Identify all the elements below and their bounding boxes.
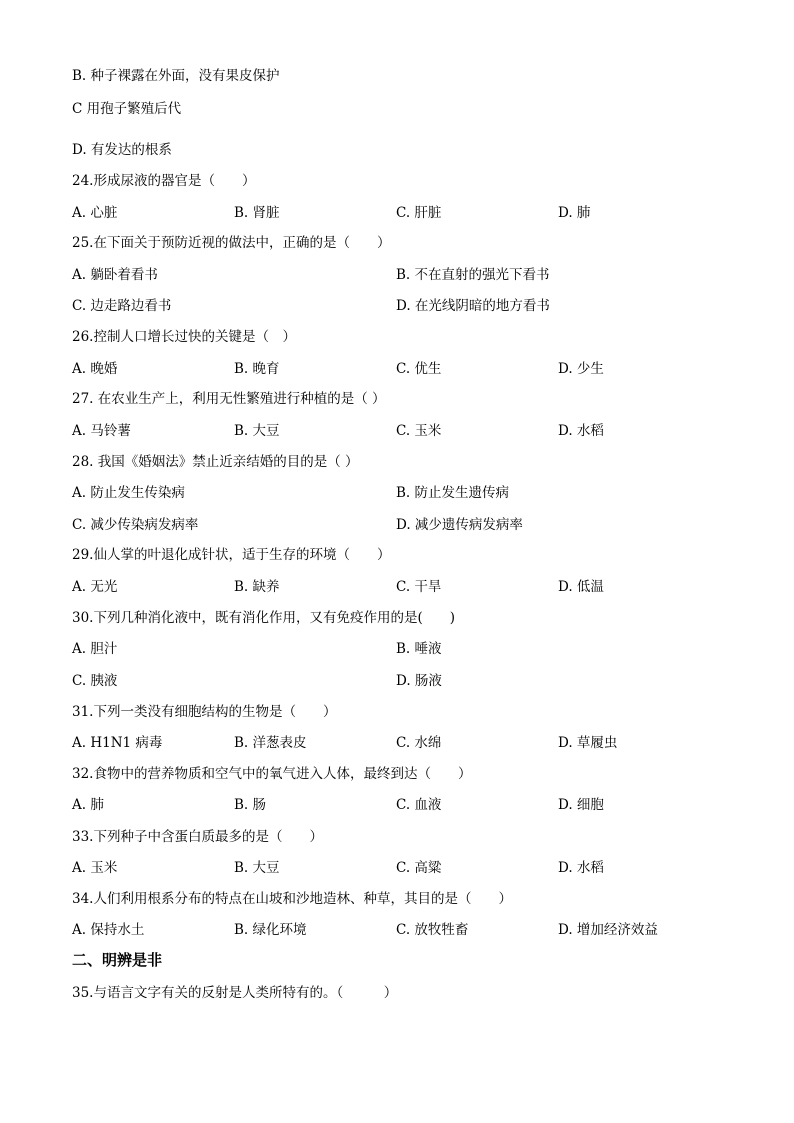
question-27-option-c: C. 玉米 xyxy=(396,423,442,439)
question-29-stem: 29.仙人掌的叶退化成针状，适于生存的环境（ ） xyxy=(72,547,391,563)
question-34-option-b: B. 绿化环境 xyxy=(234,922,307,938)
question-33-option-a: A. 玉米 xyxy=(72,860,118,876)
question-31-option-c: C. 水绵 xyxy=(396,735,442,751)
question-26-stem: 26.控制人口增长过快的关键是（ ） xyxy=(72,329,296,345)
question-24-option-c: C. 肝脏 xyxy=(396,205,442,221)
question-32-option-c: C. 血液 xyxy=(396,797,442,813)
question-32-option-a: A. 肺 xyxy=(72,797,104,813)
question-24-stem: 24.形成尿液的器官是（ ） xyxy=(72,173,256,189)
question-27-stem: 27. 在农业生产上，利用无性繁殖进行种植的是（ ） xyxy=(72,391,386,407)
question-25-stem: 25.在下面关于预防近视的做法中，正确的是（ ） xyxy=(72,235,391,251)
question-29-option-a: A. 无光 xyxy=(72,579,118,595)
question-31-option-a: A. H1N1 病毒 xyxy=(72,735,163,751)
question-25-option-c: C. 边走路边看书 xyxy=(72,298,172,314)
question-31-option-d: D. 草履虫 xyxy=(558,735,618,751)
question-33-option-c: C. 高粱 xyxy=(396,860,442,876)
question-33-stem: 33.下列种子中含蛋白质最多的是（ ） xyxy=(72,829,323,845)
question-32-stem: 32.食物中的营养物质和空气中的氧气进入人体，最终到达（ ） xyxy=(72,766,472,782)
question-34-option-c: C. 放牧牲畜 xyxy=(396,922,469,938)
question-33-option-d: D. 水稻 xyxy=(558,860,604,876)
section-2-title: 二、明辨是非 xyxy=(72,951,163,969)
question-30-option-c: C. 胰液 xyxy=(72,673,118,689)
question-28-option-a: A. 防止发生传染病 xyxy=(72,485,185,501)
question-28-option-c: C. 减少传染病发病率 xyxy=(72,517,199,533)
question-29-option-d: D. 低温 xyxy=(558,579,604,595)
question-34-option-a: A. 保持水土 xyxy=(72,922,145,938)
prev-option-b: B. 种子裸露在外面，没有果皮保护 xyxy=(72,68,280,84)
question-34-stem: 34.人们利用根系分布的特点在山坡和沙地造林、种草，其目的是（ ） xyxy=(72,891,512,907)
question-32-option-b: B. 肠 xyxy=(234,797,267,813)
question-27-option-b: B. 大豆 xyxy=(234,423,280,439)
question-24-option-b: B. 肾脏 xyxy=(234,205,280,221)
question-30-stem: 30.下列几种消化液中，既有消化作用，又有免疫作用的是( ) xyxy=(72,610,456,626)
question-27-option-a: A. 马铃薯 xyxy=(72,423,131,439)
question-31-option-b: B. 洋葱表皮 xyxy=(234,735,307,751)
question-29-option-c: C. 干旱 xyxy=(396,579,442,595)
question-26-option-d: D. 少生 xyxy=(558,361,604,377)
question-28-option-d: D. 减少遗传病发病率 xyxy=(396,517,523,533)
question-26-option-a: A. 晚婚 xyxy=(72,361,118,377)
prev-option-d: D. 有发达的根系 xyxy=(72,142,172,158)
question-24-option-d: D. 肺 xyxy=(558,205,591,221)
question-30-option-b: B. 唾液 xyxy=(396,641,442,657)
question-27-option-d: D. 水稻 xyxy=(558,423,604,439)
question-29-option-b: B. 缺养 xyxy=(234,579,280,595)
question-31-stem: 31.下列一类没有细胞结构的生物是（ ） xyxy=(72,704,337,720)
question-26-option-c: C. 优生 xyxy=(396,361,442,377)
question-35-stem: 35.与语言文字有关的反射是人类所特有的。（ ） xyxy=(72,985,398,1001)
question-25-option-d: D. 在光线阴暗的地方看书 xyxy=(396,298,550,314)
prev-option-c: C 用孢子繁殖后代 xyxy=(72,101,182,117)
question-25-option-b: B. 不在直射的强光下看书 xyxy=(396,267,550,283)
question-28-stem: 28. 我国《婚姻法》禁止近亲结婚的目的是（ ） xyxy=(72,454,359,470)
question-24-option-a: A. 心脏 xyxy=(72,205,118,221)
question-34-option-d: D. 增加经济效益 xyxy=(558,922,658,938)
question-28-option-b: B. 防止发生遗传病 xyxy=(396,485,510,501)
question-32-option-d: D. 细胞 xyxy=(558,797,604,813)
question-26-option-b: B. 晚育 xyxy=(234,361,280,377)
question-25-option-a: A. 躺卧着看书 xyxy=(72,267,158,283)
question-33-option-b: B. 大豆 xyxy=(234,860,280,876)
question-30-option-a: A. 胆汁 xyxy=(72,641,118,657)
question-30-option-d: D. 肠液 xyxy=(396,673,442,689)
